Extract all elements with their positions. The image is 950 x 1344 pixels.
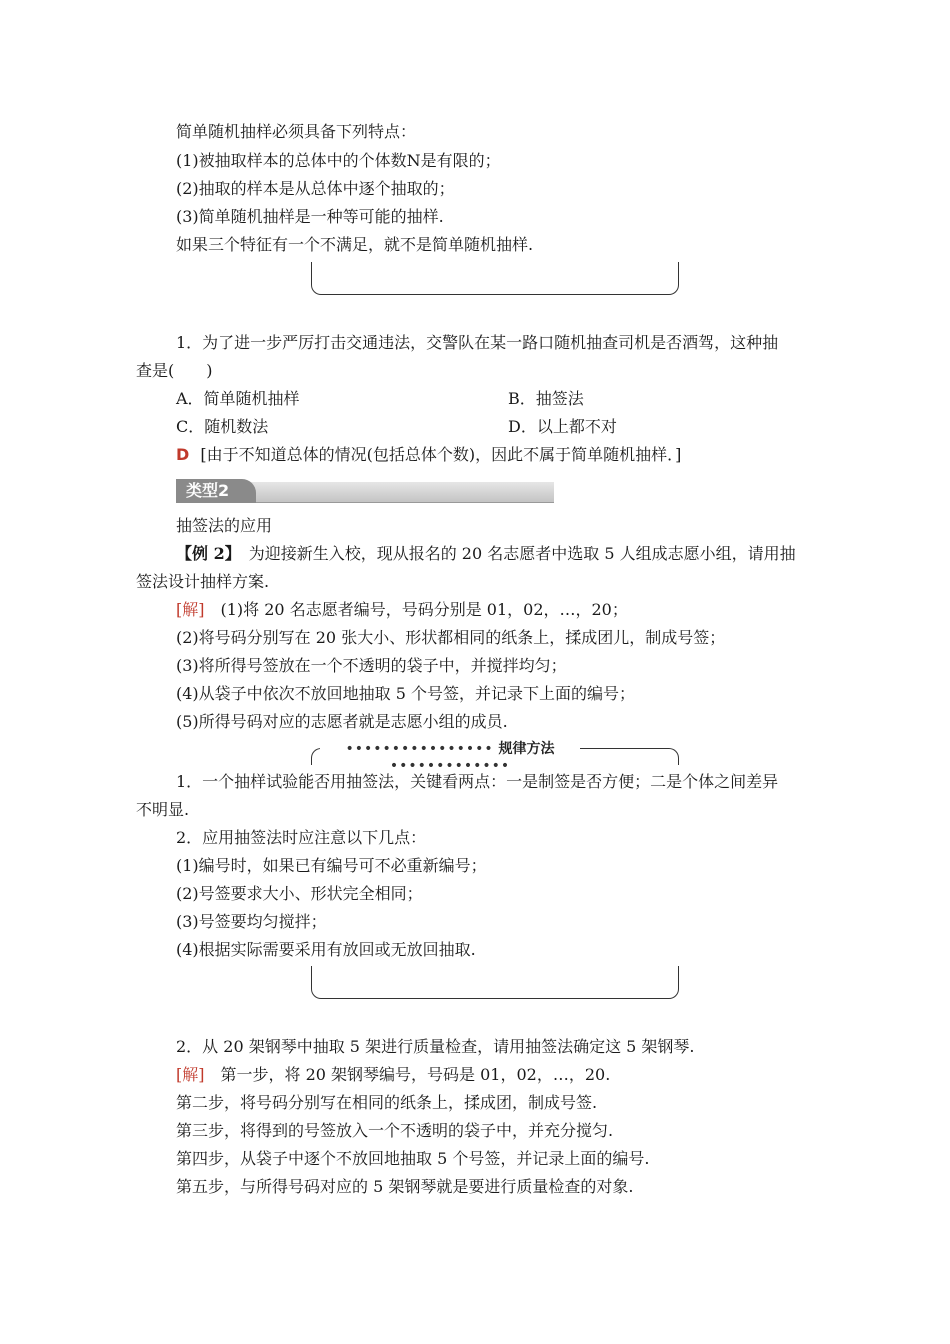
q2-step-1-text: 第一步，将 20 架钢琴编号，号码是 01，02，…，20. bbox=[204, 1065, 611, 1084]
rule-1-cont: 不明显. bbox=[136, 800, 190, 819]
feature-conclusion: 如果三个特征有一个不满足，就不是简单随机抽样. bbox=[176, 235, 534, 254]
solution-step-2: (2)将号码分别写在 20 张大小、形状都相同的纸条上，揉成团儿，制成号签； bbox=[176, 628, 726, 647]
q2-step-4: 第四步，从袋子中逐个不放回地抽取 5 个号签，并记录上面的编号. bbox=[176, 1149, 650, 1168]
option-c: C．随机数法 bbox=[176, 417, 269, 436]
question-1-stem: 1．为了进一步严厉打击交通违法，交警队在某一路口随机抽查司机是否酒驾，这种抽 bbox=[176, 333, 779, 352]
rule-dots-left: •••••••••••••••• bbox=[345, 741, 494, 757]
rule-2: 2．应用抽签法时应注意以下几点： bbox=[176, 828, 427, 847]
rule-2-1: (1)编号时，如果已有编号可不必重新编号； bbox=[176, 856, 487, 875]
rule-header bbox=[320, 738, 580, 774]
answer-letter: D bbox=[176, 445, 190, 464]
example-label: 【例 2】 bbox=[176, 544, 233, 563]
example-2 bbox=[176, 543, 796, 565]
q2-step-2: 第二步，将号码分别写在相同的纸条上，揉成团，制成号签. bbox=[176, 1093, 598, 1112]
rule-dots-right: ••••••••••••• bbox=[389, 758, 511, 774]
question-1-stem-cont: 查是( ) bbox=[136, 361, 213, 380]
answer-explanation: [由于不知道总体的情况(包括总体个数)，因此不属于简单随机抽样．] bbox=[200, 445, 682, 464]
section-title: 抽签法的应用 bbox=[176, 516, 273, 535]
option-a: A．简单随机抽样 bbox=[176, 389, 300, 408]
solution-step-4: (4)从袋子中依次不放回地抽取 5 个号签，并记录下上面的编号； bbox=[176, 684, 636, 703]
rule-2-4: (4)根据实际需要采用有放回或无放回抽取. bbox=[176, 940, 476, 959]
feature-2: (2)抽取的样本是从总体中逐个抽取的； bbox=[176, 179, 455, 198]
feature-intro: 简单随机抽样必须具备下列特点： bbox=[176, 122, 417, 141]
example-text-cont: 签法设计抽样方案. bbox=[136, 572, 270, 591]
feature-3: (3)简单随机抽样是一种等可能的抽样. bbox=[176, 207, 444, 226]
solution-text-1: (1)将 20 名志愿者编号，号码分别是 01，02，…，20； bbox=[204, 600, 628, 619]
rule-box-bottom bbox=[311, 966, 679, 999]
box-bottom-bracket bbox=[311, 262, 679, 295]
solution-label: [解] bbox=[176, 600, 205, 619]
rule-2-3: (3)号签要均匀搅拌； bbox=[176, 912, 327, 931]
q2-step-1 bbox=[176, 1064, 610, 1086]
feature-1: (1)被抽取样本的总体中的个体数N是有限的； bbox=[176, 151, 501, 170]
solution-step-5: (5)所得号码对应的志愿者就是志愿小组的成员. bbox=[176, 712, 508, 731]
example-text: 为迎接新生入校，现从报名的 20 名志愿者中选取 5 人组成志愿小组，请用抽 bbox=[232, 544, 796, 563]
rule-1: 1．一个抽样试验能否用抽签法，关键看两点：一是制签是否方便；二是个体之间差异 bbox=[176, 772, 779, 791]
q2-solution-label: [解] bbox=[176, 1065, 205, 1084]
q2-step-3: 第三步，将得到的号签放入一个不透明的袋子中，并充分搅匀. bbox=[176, 1121, 614, 1140]
q2-step-5: 第五步，与所得号码对应的 5 架钢琴就是要进行质量检查的对象. bbox=[176, 1177, 634, 1196]
question-2-stem: 2．从 20 架钢琴中抽取 5 架进行质量检查，请用抽签法确定这 5 架钢琴. bbox=[176, 1037, 695, 1056]
solution-step-3: (3)将所得号签放在一个不透明的袋子中，并搅拌均匀； bbox=[176, 656, 567, 675]
option-b: B．抽签法 bbox=[508, 389, 584, 408]
option-d: D．以上都不对 bbox=[508, 417, 617, 436]
rule-title: 规律方法 bbox=[498, 741, 555, 757]
type-tab: 类型2 bbox=[176, 479, 256, 503]
solution-step-1 bbox=[176, 599, 628, 621]
answer-line bbox=[176, 444, 681, 466]
rule-2-2: (2)号签要求大小、形状完全相同； bbox=[176, 884, 423, 903]
